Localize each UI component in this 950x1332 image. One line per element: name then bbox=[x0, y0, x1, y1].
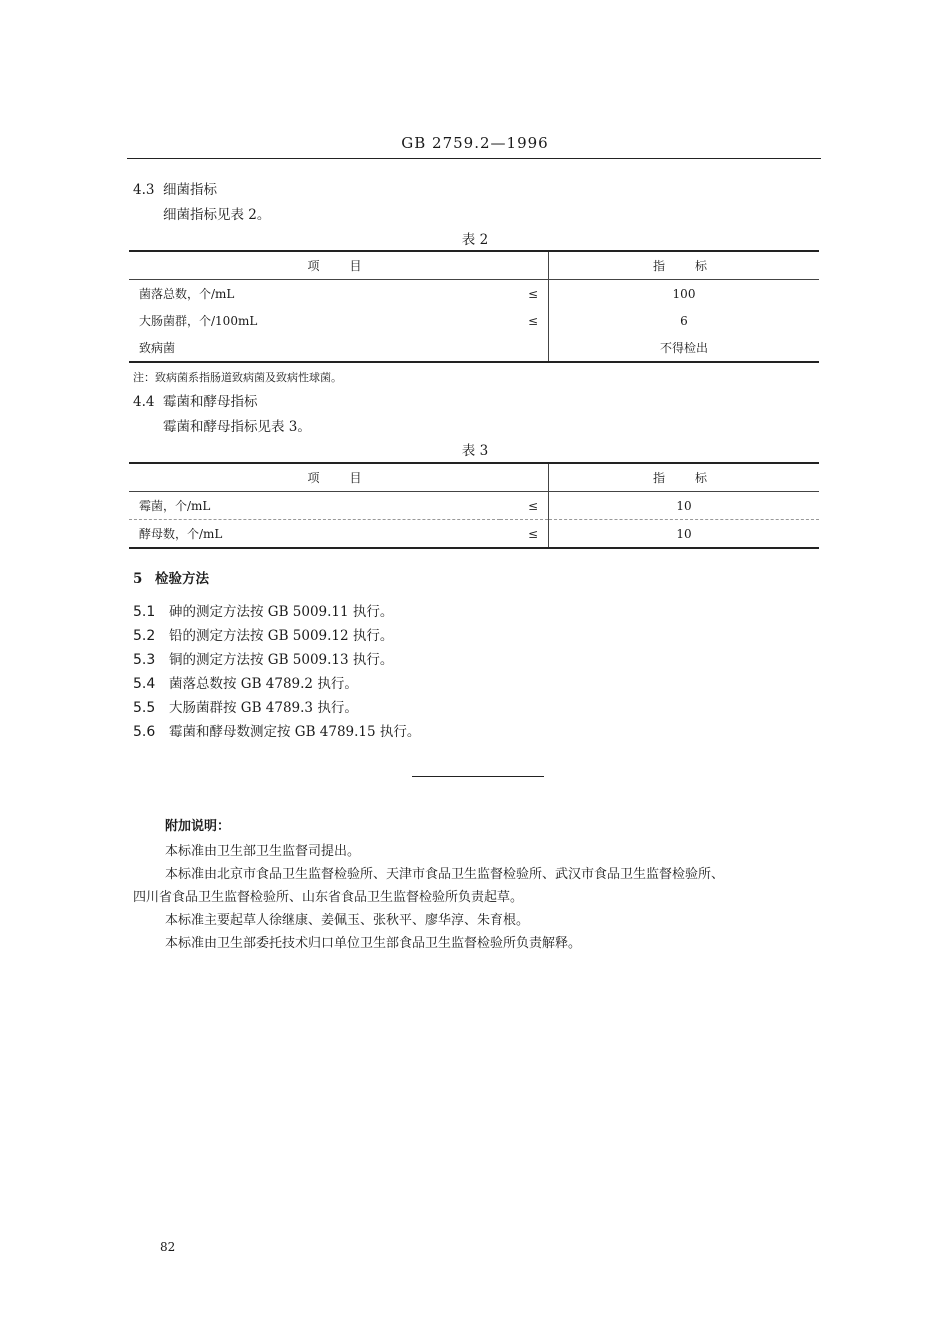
appendix-paragraph-cont: 四川省食品卫生监督检验所、山东省食品卫生监督检验所负责起草。 bbox=[133, 890, 524, 905]
table-row bbox=[129, 307, 819, 334]
table-3 bbox=[129, 462, 819, 549]
row-name: 菌落总数，个/mL bbox=[139, 287, 235, 301]
method-number: 5.3 bbox=[133, 652, 156, 668]
method-text: 大肠菌群按 GB 4789.3 执行。 bbox=[169, 700, 358, 716]
section-4-4-heading bbox=[133, 390, 258, 410]
method-item bbox=[133, 624, 393, 644]
row-name: 致病菌 bbox=[129, 334, 500, 362]
section-5-heading bbox=[133, 567, 209, 587]
section-4-4-text: 霉菌和酵母指标见表 3。 bbox=[163, 419, 311, 435]
method-number: 5.1 bbox=[133, 604, 156, 620]
row-value: 6 bbox=[549, 307, 820, 334]
table-2-col-item: 项目 bbox=[129, 251, 549, 280]
table-2-note: 注：致病菌系指肠道致病菌及致病性球菌。 bbox=[133, 371, 342, 384]
section-4-3-heading bbox=[133, 178, 217, 198]
appendix-paragraph: 本标准由卫生部委托技术归口单位卫生部食品卫生监督检验所负责解释。 bbox=[165, 936, 582, 951]
row-operator: ≤ bbox=[527, 286, 538, 301]
row-value: 10 bbox=[549, 492, 820, 520]
appendix-paragraph: 本标准由北京市食品卫生监督检验所、天津市食品卫生监督检验所、武汉市食品卫生监督检验所、 bbox=[165, 867, 725, 882]
method-item bbox=[133, 672, 358, 692]
table-2-caption: 表 2 bbox=[461, 232, 489, 248]
method-number: 5.4 bbox=[133, 676, 156, 692]
table-3-col-index: 指标 bbox=[549, 463, 820, 492]
section-number: 4.3 bbox=[133, 182, 155, 198]
method-number: 5.5 bbox=[133, 700, 156, 716]
table-row bbox=[129, 492, 819, 520]
method-item bbox=[133, 600, 393, 620]
row-operator: ≤ bbox=[500, 520, 549, 549]
row-value: 不得检出 bbox=[549, 334, 820, 362]
section-4-3-text: 细菌指标见表 2。 bbox=[163, 207, 271, 223]
method-number: 5.2 bbox=[133, 628, 156, 644]
table-row bbox=[129, 280, 819, 308]
method-item bbox=[133, 648, 393, 668]
table-row bbox=[129, 334, 819, 362]
page-number: 82 bbox=[160, 1240, 176, 1254]
table-2 bbox=[129, 250, 819, 363]
section-title: 细菌指标 bbox=[163, 182, 217, 198]
row-operator: ≤ bbox=[500, 492, 549, 520]
method-number: 5.6 bbox=[133, 724, 156, 740]
document-header: GB 2759.2—1996 bbox=[401, 134, 549, 152]
row-value: 10 bbox=[549, 520, 820, 549]
section-number: 5 bbox=[133, 571, 143, 587]
row-operator bbox=[500, 334, 549, 362]
appendix-paragraph: 本标准主要起草人徐继康、姜佩玉、张秋平、廖华淳、朱育根。 bbox=[165, 913, 530, 928]
table-2-col-index: 指标 bbox=[549, 251, 820, 280]
method-text: 霉菌和酵母数测定按 GB 4789.15 执行。 bbox=[169, 724, 421, 740]
appendix-title: 附加说明： bbox=[165, 819, 231, 834]
table-3-caption: 表 3 bbox=[461, 443, 489, 459]
row-name: 霉菌，个/mL bbox=[129, 492, 500, 520]
method-text: 砷的测定方法按 GB 5009.11 执行。 bbox=[169, 604, 394, 620]
row-name: 酵母数，个/mL bbox=[129, 520, 500, 549]
row-name: 大肠菌群，个/100mL bbox=[139, 314, 258, 328]
table-3-col-item: 项目 bbox=[129, 463, 549, 492]
row-value: 100 bbox=[549, 280, 820, 308]
table-row bbox=[129, 520, 819, 549]
method-text: 铅的测定方法按 GB 5009.12 执行。 bbox=[169, 628, 394, 644]
method-text: 菌落总数按 GB 4789.2 执行。 bbox=[169, 676, 358, 692]
header-rule bbox=[127, 158, 821, 159]
end-rule bbox=[412, 776, 544, 777]
section-number: 4.4 bbox=[133, 394, 155, 410]
row-operator: ≤ bbox=[527, 313, 538, 328]
method-item bbox=[133, 696, 358, 716]
method-text: 铜的测定方法按 GB 5009.13 执行。 bbox=[169, 652, 394, 668]
method-item bbox=[133, 720, 420, 740]
section-title: 检验方法 bbox=[155, 571, 209, 587]
section-title: 霉菌和酵母指标 bbox=[163, 394, 258, 410]
appendix-paragraph: 本标准由卫生部卫生监督司提出。 bbox=[165, 844, 361, 859]
